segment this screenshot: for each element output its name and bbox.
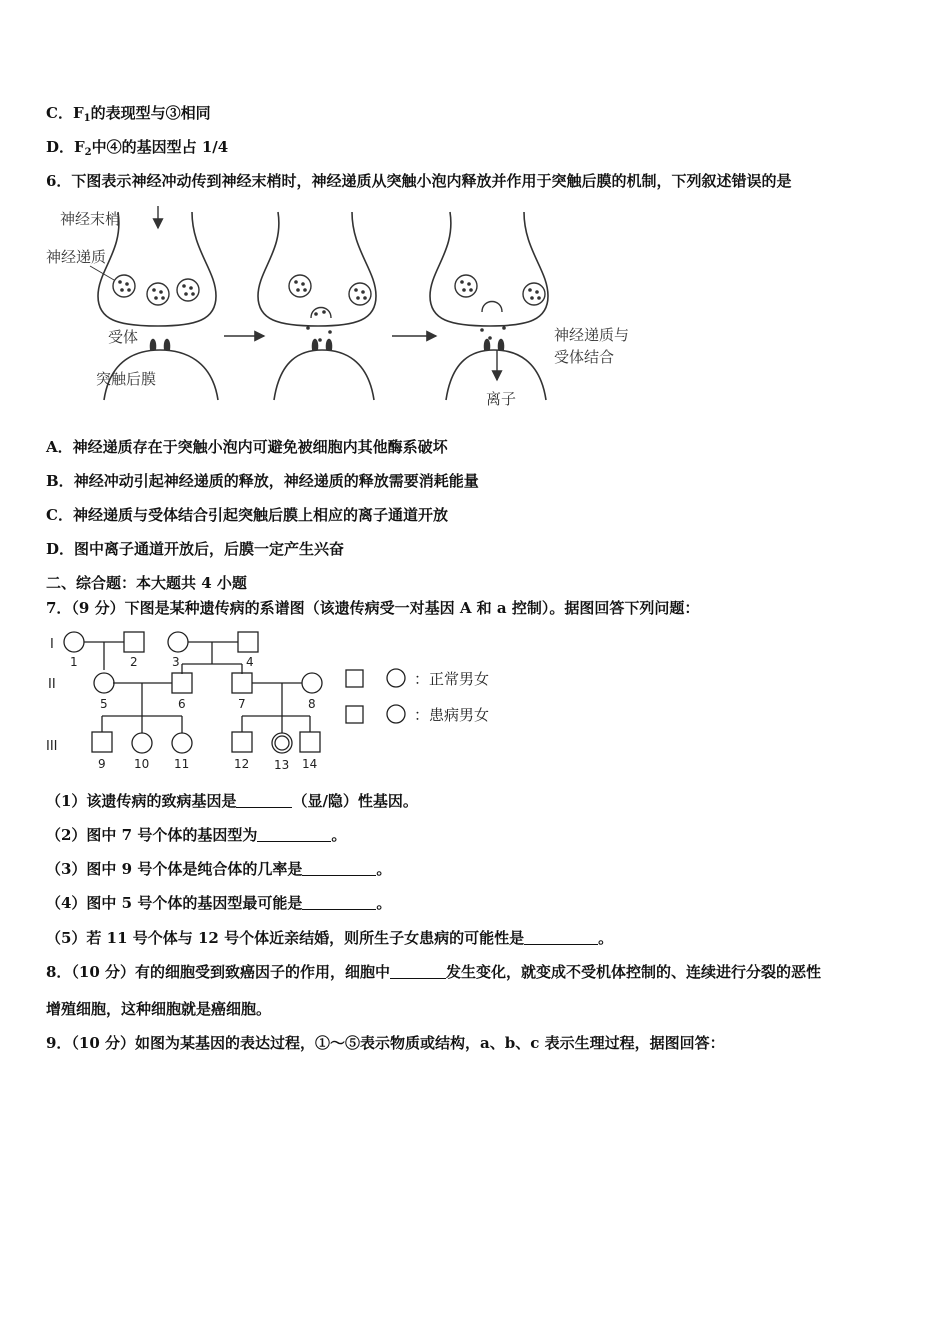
q7-stem: 7．（9 分）下图是某种遗传病的系谱图（该遗传病受一对基因 A 和 a 控制）。据图回答下列问题： [46,599,700,617]
option-text: 神经递质存在于突触小泡内可避免被细胞内其他酶系破坏 [72,438,448,456]
option-text: 图中离子通道开放后，后膜一定产生兴奋 [74,540,345,558]
q7-sub3: （3）图中 9 号个体是纯合体的几率是 。 [46,860,392,878]
option-letter: D． [46,138,75,156]
answer-blank[interactable] [257,827,331,842]
id-label: 2 [130,655,138,669]
option-letter: A． [46,438,73,456]
option-letter: B． [46,472,74,490]
option-text: 的表现型与③相同 [90,104,211,122]
label-receptor: 受体 [108,328,139,346]
generation-label-1: I [50,637,54,652]
legend-normal-label: ：正常男女 [414,670,490,688]
label-binding-2: 受体结合 [554,348,615,366]
pedigree-chart [46,628,526,776]
q5-option-d: D．$F_2$中④的基因型占 1/4 [46,138,229,158]
id-label: 10 [134,757,150,771]
q6-stem: 6．下图表示神经冲动传到神经末梢时，神经递质从突触小泡内释放并作用于突触后膜的机制，下列叙述错误的是 [46,172,792,190]
id-label: 7 [238,697,246,711]
label-postsynaptic-membrane: 突触后膜 [96,370,157,388]
label-binding-1: 神经递质与 [554,326,630,344]
answer-blank[interactable] [390,964,446,979]
q6-option-c [46,505,448,525]
option-text: 神经冲动引起神经递质的释放，神经递质的释放需要消耗能量 [73,472,479,490]
id-label: 14 [302,757,318,771]
label-ion: 离子 [486,390,517,408]
id-label: 1 [70,655,78,669]
id-label: 11 [174,757,190,771]
option-text: 神经递质与受体结合引起突触后膜上相应的离子通道开放 [72,506,448,524]
label-neurotransmitter: 神经递质 [46,248,107,266]
section-heading: 二、综合题：本大题共 4 小题 [46,574,247,592]
q6-option-d [46,539,344,559]
option-letter: C． [46,104,73,122]
label-nerve-terminal: 神经末梢 [60,210,121,228]
q7-sub2: （2）图中 7 号个体的基因型为 。 [46,826,347,844]
id-label: 4 [246,655,254,669]
option-letter: C． [46,506,73,524]
q5-option-c: C．$F_1$的表现型与③相同 [46,104,211,124]
synapse-figure [46,200,646,415]
q6-option-a [46,437,448,457]
id-label: 13 [274,758,290,772]
id-label: 9 [98,757,106,771]
option-text: 中④的基因型占 1/4 [91,138,229,156]
q8-line2: 增殖细胞，这种细胞就是癌细胞。 [46,1000,272,1018]
id-label: 5 [100,697,108,711]
legend-affected-label: ：患病男女 [414,706,490,724]
q8-line1: 8．（10 分）有的细胞受到致癌因子的作用，细胞中 发生变化，就变成不受机体控制的、连续进行分裂的恶性 [46,963,822,981]
answer-blank[interactable] [302,861,376,876]
q9-stem: 9．（10 分）如图为某基因的表达过程，①～⑤表示物质或结构，a、b、c 表示生理过程，据图回答： [46,1034,725,1052]
answer-blank[interactable] [524,930,598,945]
answer-blank[interactable] [236,793,292,808]
id-label: 12 [234,757,250,771]
q6-option-b [46,471,479,491]
id-label: 8 [308,697,316,711]
q7-sub4: （4）图中 5 号个体的基因型最可能是 。 [46,894,392,912]
id-label: 3 [172,655,180,669]
q7-sub1: （1）该遗传病的致病基因是 （显/隐）性基因。 [46,792,418,810]
generation-label-2: II [48,677,56,692]
id-label: 6 [178,697,186,711]
option-letter: D． [46,540,75,558]
generation-label-3: III [46,739,58,754]
answer-blank[interactable] [302,895,376,910]
q7-sub5: （5）若 11 号个体与 12 号个体近亲结婚，则所生子女患病的可能性是 。 [46,929,614,947]
